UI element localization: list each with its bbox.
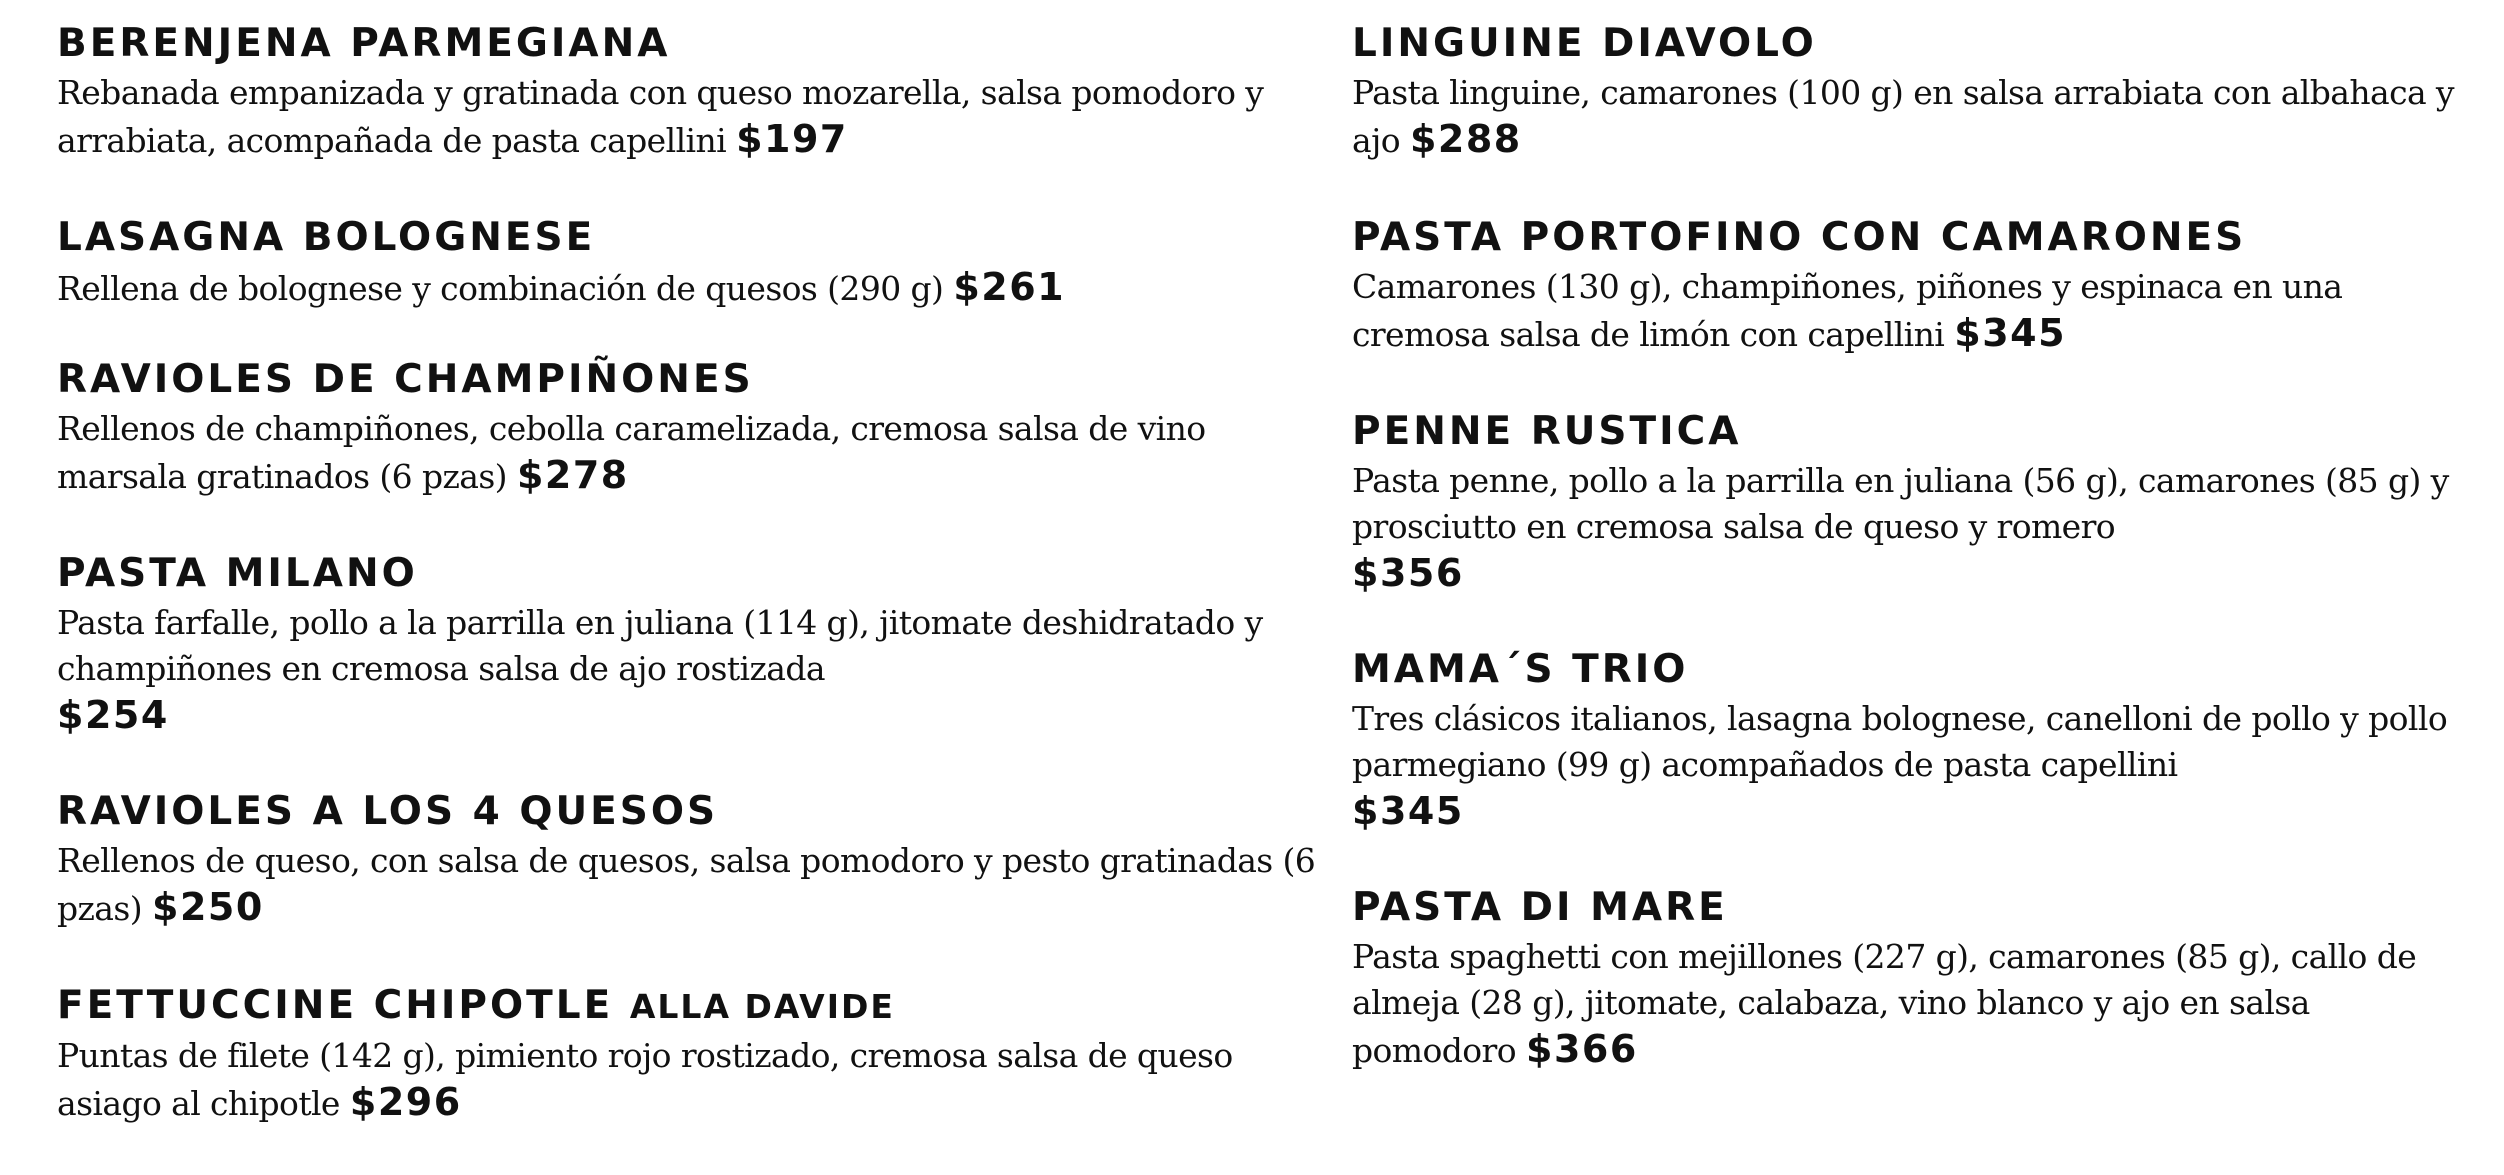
menu-item-name: RAVIOLES DE CHAMPIÑONES bbox=[57, 357, 754, 402]
menu-item-price: $366 bbox=[1526, 1027, 1638, 1071]
menu-item-description-text: Pasta penne, pollo a la parrilla en juliana (56 g), camarones (85 g) y prosciutto en cremosa salsa de queso y romero bbox=[1352, 461, 2449, 546]
menu-item-description bbox=[57, 264, 1317, 312]
menu-item-price: $288 bbox=[1409, 117, 1522, 161]
menu-item-description-text: Rellenos de champiñones, cebolla caramelizada, cremosa salsa de vino marsala gratinados (6 pzas) bbox=[57, 409, 1206, 496]
menu-item-description-text: Pasta spaghetti con mejillones (227 g), camarones (85 g), callo de almeja (28 g), jitomate, calabaza, vino blanco y ajo en salsa pomodoro bbox=[1352, 937, 2417, 1070]
menu-item-price: $254 bbox=[57, 693, 169, 737]
menu-item bbox=[57, 18, 1317, 164]
menu-item-price: $261 bbox=[953, 265, 1066, 309]
menu-item-description-text: Tres clásicos italianos, lasagna bolognese, canelloni de pollo y pollo parmegiano (99 g) acompañados de pasta capellini bbox=[1352, 699, 2448, 784]
menu-item-price: $278 bbox=[516, 453, 629, 497]
menu-item-name: MAMA´S TRIO bbox=[1352, 647, 1689, 692]
menu-item-name: PASTA DI MARE bbox=[1352, 885, 1728, 930]
menu-item-description-text: Rellena de bolognese y combinación de quesos (290 g) bbox=[57, 269, 944, 308]
menu-item-description-text: Pasta farfalle, pollo a la parrilla en juliana (114 g), jitomate deshidratado y champiñones en cremosa salsa de ajo rostizada bbox=[57, 603, 1263, 688]
menu-item-price: $345 bbox=[1352, 789, 1464, 833]
menu-item-name: PENNE RUSTICA bbox=[1352, 409, 1742, 454]
menu-item-description bbox=[57, 70, 1317, 164]
menu-item bbox=[1352, 882, 2472, 1074]
menu-item-description-text: Rebanada empanizada y gratinada con queso mozarella, salsa pomodoro y arrabiata, acompañada de pasta capellini bbox=[57, 73, 1264, 160]
menu-item-description-text: Rellenos de queso, con salsa de quesos, salsa pomodoro y pesto gratinadas (6 pzas) bbox=[57, 841, 1316, 928]
menu-item-description bbox=[57, 406, 1317, 500]
menu-item-description bbox=[1352, 70, 2472, 164]
menu-item-description bbox=[1352, 264, 2472, 358]
menu-item bbox=[57, 212, 1317, 312]
menu-item-name bbox=[57, 980, 1317, 1033]
menu-item bbox=[57, 980, 1317, 1127]
menu-item-price: $250 bbox=[152, 885, 264, 929]
menu-item bbox=[57, 786, 1317, 932]
menu-item-description bbox=[57, 838, 1317, 932]
menu-item bbox=[1352, 644, 2472, 834]
menu-item-name: BERENJENA PARMEGIANA bbox=[57, 21, 671, 66]
menu-item bbox=[1352, 18, 2472, 164]
menu-item-price: $296 bbox=[349, 1080, 462, 1124]
menu-item-name-main: FETTUCCINE CHIPOTLE bbox=[57, 983, 614, 1028]
menu-item-price: $345 bbox=[1954, 311, 2067, 355]
menu-item-name: LASAGNA BOLOGNESE bbox=[57, 215, 596, 260]
menu-item-description bbox=[1352, 458, 2472, 596]
menu-item bbox=[1352, 212, 2472, 358]
menu-item-name: RAVIOLES A LOS 4 QUESOS bbox=[57, 789, 719, 834]
menu-item-description-text: Puntas de filete (142 g), pimiento rojo rostizado, cremosa salsa de queso asiago al chipotle bbox=[57, 1036, 1233, 1123]
menu-item-name: PASTA PORTOFINO CON CAMARONES bbox=[1352, 215, 2247, 260]
menu-item-price: $356 bbox=[1352, 551, 1464, 595]
menu-item bbox=[57, 354, 1317, 500]
menu-item-description bbox=[1352, 696, 2472, 834]
menu-item-description bbox=[57, 600, 1317, 738]
menu-item-description bbox=[1352, 934, 2472, 1074]
menu-item-name: PASTA MILANO bbox=[57, 551, 418, 596]
menu-item-description-text: Pasta linguine, camarones (100 g) en salsa arrabiata con albahaca y ajo bbox=[1352, 73, 2454, 160]
menu-item bbox=[57, 548, 1317, 738]
menu-item-name: LINGUINE DIAVOLO bbox=[1352, 21, 1817, 66]
menu-item-description bbox=[57, 1033, 1317, 1127]
menu-item-name-suffix: ALLA DAVIDE bbox=[629, 987, 895, 1026]
menu-item-description-text: Camarones (130 g), champiñones, piñones y espinaca en una cremosa salsa de limón con capellini bbox=[1352, 267, 2343, 354]
menu-column-left bbox=[57, 18, 1317, 1175]
menu-item bbox=[1352, 406, 2472, 596]
menu-item-price: $197 bbox=[736, 117, 848, 161]
menu-column-right bbox=[1352, 18, 2472, 1122]
